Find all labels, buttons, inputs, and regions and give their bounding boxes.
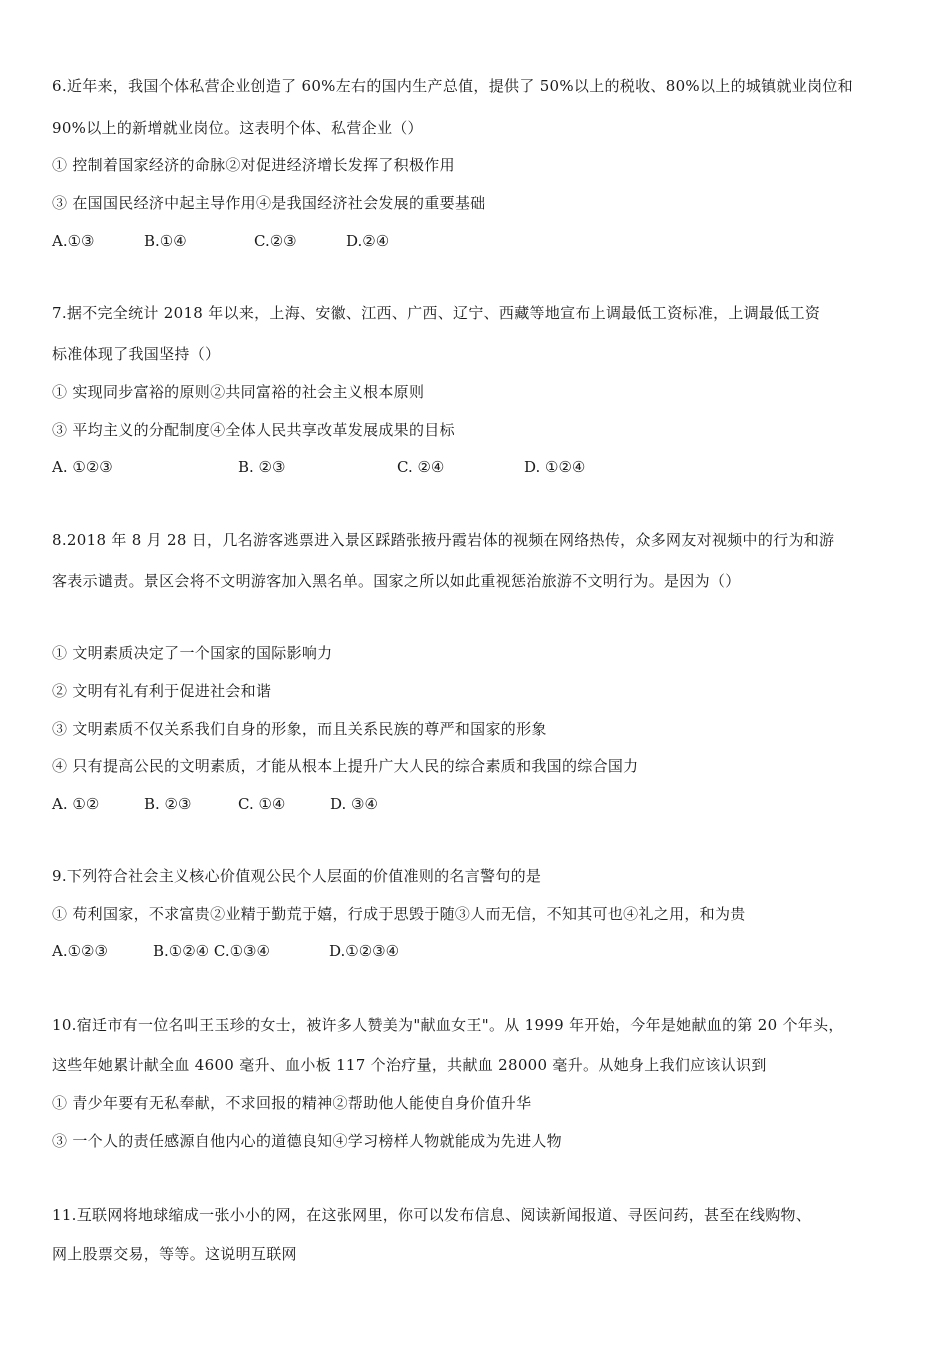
question-10-statement-2: ③ 一个人的责任感源自他内心的道德良知④学习榜样人物就能成为先进人物 — [52, 1132, 562, 1150]
question-9-statement-1: ① 苟利国家，不求富贵②业精于勤荒于嬉，行成于思毁于随③人而无信，不知其可也④礼之用，和为贵 — [52, 905, 746, 923]
answer-option-a: A.①③ — [52, 232, 95, 250]
question-8-statement-1: ① 文明素质决定了一个国家的国际影响力 — [52, 644, 333, 662]
question-6-stem-line-2: 90%以上的新增就业岗位。这表明个体、私营企业（） — [52, 119, 423, 137]
question-7-statement-2: ③ 平均主义的分配制度④全体人民共享改革发展成果的目标 — [52, 421, 455, 439]
question-10-stem-line-1: 10.宿迁市有一位名叫王玉珍的女士，被许多人赞美为"献血女王"。从 1999 年开始，今年是她献血的第 20 个年头， — [52, 1016, 844, 1034]
question-7-stem-line-2: 标准体现了我国坚持（） — [52, 345, 221, 363]
answer-option-d: D.②④ — [346, 232, 390, 250]
question-8-statement-2: ② 文明有礼有利于促进社会和谐 — [52, 682, 272, 700]
answer-option-d: D. ③④ — [330, 795, 378, 813]
question-11-stem-line-1: 11.互联网将地球缩成一张小小的网，在这张网里，你可以发布信息、阅读新闻报道、寻医问药，甚至在线购物、 — [52, 1206, 812, 1224]
answer-option-c: C. ②④ — [397, 458, 445, 476]
question-6-stem-line-1: 6.近年来，我国个体私营企业创造了 60%左右的国内生产总值，提供了 50%以上的税收、80%以上的城镇就业岗位和 — [52, 77, 853, 95]
question-9-stem-line-1: 9.下列符合社会主义核心价值观公民个人层面的价值准则的名言警句的是 — [52, 867, 542, 885]
answer-option-d: D. ①②④ — [524, 458, 586, 476]
question-6-statement-1: ① 控制着国家经济的命脉②对促进经济增长发挥了积极作用 — [52, 156, 455, 174]
answer-option-b-c: B.①②④ C.①③④ — [153, 942, 270, 960]
answer-option-a: A. ①② — [52, 795, 100, 813]
question-10-statement-1: ① 青少年要有无私奉献，不求回报的精神②帮助他人能使自身价值升华 — [52, 1094, 532, 1112]
question-8-statement-3: ③ 文明素质不仅关系我们自身的形象，而且关系民族的尊严和国家的形象 — [52, 720, 547, 738]
answer-option-b: B.①④ — [144, 232, 187, 250]
answer-option-a: A. ①②③ — [52, 458, 113, 476]
answer-option-b: B. ②③ — [144, 795, 192, 813]
question-6-statement-2: ③ 在国国民经济中起主导作用④是我国经济社会发展的重要基础 — [52, 194, 486, 212]
answer-option-c: C. ①④ — [238, 795, 286, 813]
question-11-stem-line-2: 网上股票交易，等等。这说明互联网 — [52, 1245, 297, 1263]
question-8-stem-line-1: 8.2018 年 8 月 28 日，几名游客逃票进入景区踩踏张掖丹霞岩体的视频在网络热传，众多网友对视频中的行为和游 — [52, 531, 835, 549]
question-10-stem-line-2: 这些年她累计献全血 4600 毫升、血小板 117 个治疗量，共献血 28000 毫升。从她身上我们应该认识到 — [52, 1056, 767, 1074]
answer-option-a: A.①②③ — [52, 942, 108, 960]
question-7-statement-1: ① 实现同步富裕的原则②共同富裕的社会主义根本原则 — [52, 383, 425, 401]
answer-option-c: C.②③ — [254, 232, 297, 250]
answer-option-d: D.①②③④ — [329, 942, 400, 960]
answer-option-b: B. ②③ — [238, 458, 286, 476]
question-7-stem-line-1: 7.据不完全统计 2018 年以来，上海、安徽、江西、广西、辽宁、西藏等地宣布上调最低工资标准，上调最低工资 — [52, 304, 821, 322]
question-8-stem-line-2: 客表示谴责。景区会将不文明游客加入黑名单。国家之所以如此重视惩治旅游不文明行为。是因为（） — [52, 572, 741, 590]
question-8-statement-4: ④ 只有提高公民的文明素质，才能从根本上提升广大人民的综合素质和我国的综合国力 — [52, 757, 639, 775]
